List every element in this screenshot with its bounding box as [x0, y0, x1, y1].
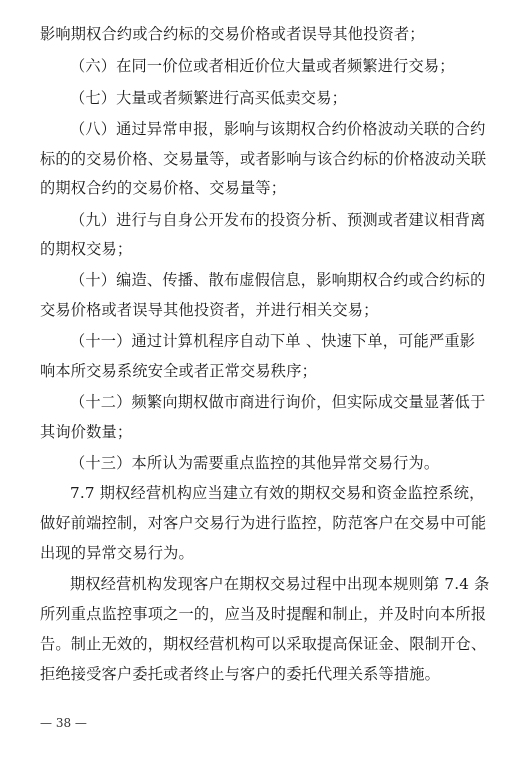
text-line: （十三）本所认为需要重点监控的其他异常交易行为。: [70, 454, 440, 472]
text-line: （十一）通过计算机程序自动下单 、快速下单，可能严重影: [70, 332, 476, 350]
text-line: 响本所交易系统安全或者正常交易秩序；: [40, 362, 317, 380]
text-line: 期权经营机构发现客户在期权交易过程中出现本规则第 7.4 条: [70, 575, 490, 593]
text-line: （八）通过异常申报，影响与该期权合约价格波动关联的合约: [70, 120, 486, 138]
text-line: 交易价格或者误导其他投资者，并进行相关交易；: [40, 301, 379, 319]
text-line: 告。制止无效的，期权经营机构可以采取提高保证金、限制开仓、: [40, 635, 487, 653]
text-line: 出现的异常交易行为。: [40, 544, 194, 562]
text-line: 其询价数量；: [40, 423, 133, 441]
text-line: 影响期权合约或合约标的交易价格或者误导其他投资者；: [40, 25, 425, 43]
text-line: （七）大量或者频繁进行高买低卖交易；: [70, 89, 347, 107]
text-line: 的期权合约的交易价格、交易量等；: [40, 179, 287, 197]
text-line: 7.7 期权经营机构应当建立有效的期权交易和资金监控系统，: [70, 484, 485, 502]
text-line: （六）在同一价位或者相近价位大量或者频繁进行交易；: [70, 57, 455, 75]
text-line: （十二）频繁向期权做市商进行询价，但实际成交量显著低于: [70, 393, 486, 411]
page-number: — 38 —: [40, 716, 87, 730]
text-line: （九）进行与自身公开发布的投资分析、预测或者建议相背离: [70, 211, 486, 229]
text-line: 标的的交易价格、交易量等，或者影响与该合约标的价格波动关联: [40, 150, 487, 168]
text-line: 所列重点监控事项之一的，应当及时提醒和制止，并及时向本所报: [40, 605, 487, 623]
text-line: 的期权交易；: [40, 240, 133, 258]
text-line: 做好前端控制，对客户交易行为进行监控，防范客户在交易中可能: [40, 514, 487, 532]
text-line: （十）编造、传播、散布虚假信息，影响期权合约或合约标的: [70, 271, 486, 289]
text-line: 拒绝接受客户委托或者终止与客户的委托代理关系等措施。: [40, 665, 441, 683]
